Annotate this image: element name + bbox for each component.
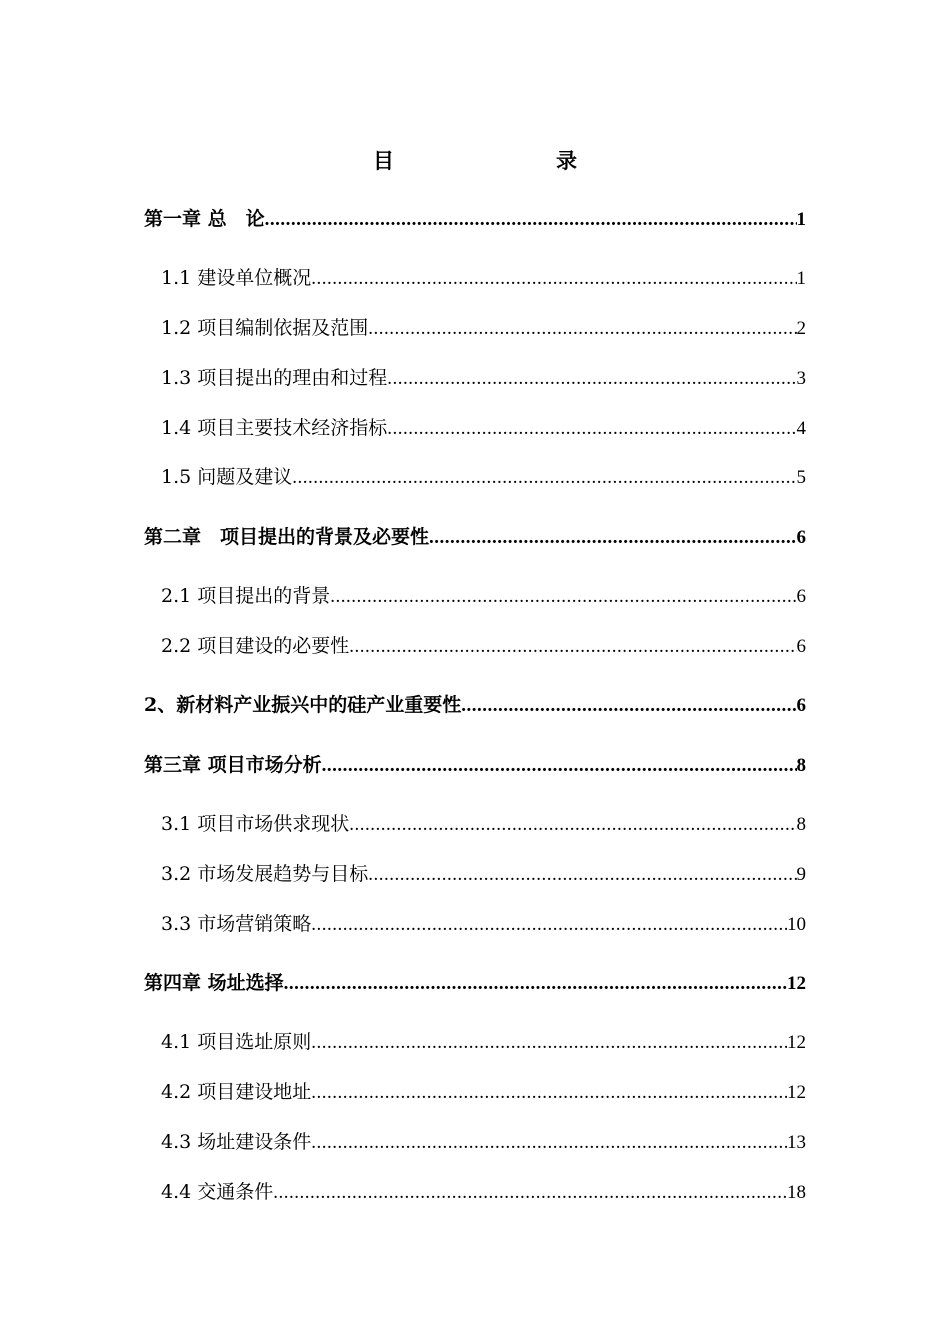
toc-entry-section-3-1[interactable] bbox=[161, 809, 806, 839]
toc-page-number: 6 bbox=[796, 527, 806, 548]
toc-leader-dots bbox=[311, 910, 787, 939]
toc-page-number: 8 bbox=[796, 814, 806, 835]
toc-entry-chapter-2[interactable] bbox=[144, 522, 806, 552]
toc-entry-label: 第三章 项目市场分析 bbox=[144, 754, 322, 776]
toc-leader-dots bbox=[322, 751, 797, 780]
toc-entry-label: 4.2 项目建设地址 bbox=[161, 1081, 312, 1103]
toc-page-number: 8 bbox=[796, 755, 806, 776]
toc-entry-label: 1.2 项目编制依据及范围 bbox=[161, 317, 369, 339]
toc-leader-dots bbox=[349, 810, 796, 839]
toc-entry-section-1-4[interactable] bbox=[161, 413, 806, 443]
toc-page-number: 5 bbox=[796, 467, 806, 488]
toc-entry-section-3-2[interactable] bbox=[161, 859, 806, 889]
toc-leader-dots bbox=[461, 691, 796, 720]
toc-entry-section-2-2[interactable] bbox=[161, 631, 806, 661]
toc-leader-dots bbox=[311, 1028, 787, 1057]
toc-page-number: 3 bbox=[796, 368, 806, 389]
toc-entry-section-3-3[interactable] bbox=[161, 909, 806, 939]
toc-entry-section-1-1[interactable] bbox=[161, 263, 806, 293]
toc-entry-section-2-1[interactable] bbox=[161, 581, 806, 611]
toc-page-number: 9 bbox=[796, 864, 806, 885]
toc-entry-chapter-4[interactable] bbox=[144, 968, 806, 998]
toc-page-number: 2 bbox=[796, 318, 806, 339]
toc-entry-label: 2、新材料产业振兴中的硅产业重要性 bbox=[144, 694, 462, 716]
toc-page-number: 6 bbox=[796, 695, 806, 716]
toc-leader-dots bbox=[284, 969, 787, 998]
toc-entry-label: 3.3 市场营销策略 bbox=[161, 913, 312, 935]
toc-entry-section-1-2[interactable] bbox=[161, 313, 806, 343]
toc-leader-dots bbox=[330, 582, 796, 611]
toc-entry-silicon-industry[interactable] bbox=[144, 690, 806, 720]
toc-entry-chapter-3[interactable] bbox=[144, 750, 806, 780]
toc-page-number: 10 bbox=[787, 914, 806, 935]
toc-entry-label: 3.1 项目市场供求现状 bbox=[161, 813, 350, 835]
toc-entry-label: 第一章 总 论 bbox=[144, 208, 265, 230]
toc-entry-section-1-5[interactable] bbox=[161, 462, 806, 492]
toc-page-number: 6 bbox=[796, 636, 806, 657]
toc-page-number: 13 bbox=[787, 1132, 806, 1153]
toc-leader-dots bbox=[292, 463, 796, 492]
toc-leader-dots bbox=[311, 1078, 787, 1107]
toc-page-number: 4 bbox=[796, 418, 806, 439]
toc-entry-label: 2.1 项目提出的背景 bbox=[161, 585, 331, 607]
toc-page-number: 1 bbox=[796, 268, 806, 289]
toc-entry-label: 第二章 项目提出的背景及必要性 bbox=[144, 526, 430, 548]
toc-entry-section-4-3[interactable] bbox=[161, 1127, 806, 1157]
toc-page-number: 18 bbox=[787, 1182, 806, 1203]
toc-entry-label: 4.4 交通条件 bbox=[161, 1181, 274, 1203]
toc-page-number: 12 bbox=[787, 1032, 806, 1053]
toc-entry-label: 第四章 场址选择 bbox=[144, 972, 284, 994]
toc-leader-dots bbox=[429, 523, 796, 552]
toc-leader-dots bbox=[368, 314, 796, 343]
toc-entry-label: 1.3 项目提出的理由和过程 bbox=[161, 367, 388, 389]
toc-entry-label: 1.1 建设单位概况 bbox=[161, 267, 312, 289]
toc-entry-section-4-4[interactable] bbox=[161, 1177, 806, 1207]
toc-entry-section-4-1[interactable] bbox=[161, 1027, 806, 1057]
toc-entry-label: 4.1 项目选址原则 bbox=[161, 1031, 312, 1053]
toc-page-number: 12 bbox=[787, 1082, 806, 1103]
toc-page-number: 1 bbox=[796, 209, 806, 230]
toc-entry-section-1-3[interactable] bbox=[161, 363, 806, 393]
toc-leader-dots bbox=[368, 860, 796, 889]
toc-entry-section-4-2[interactable] bbox=[161, 1077, 806, 1107]
toc-leader-dots bbox=[273, 1178, 787, 1207]
toc-entry-label: 2.2 项目建设的必要性 bbox=[161, 635, 350, 657]
toc-entry-label: 1.4 项目主要技术经济指标 bbox=[161, 417, 388, 439]
toc-page-number: 12 bbox=[787, 973, 806, 994]
toc-entry-label: 4.3 场址建设条件 bbox=[161, 1131, 312, 1153]
toc-leader-dots bbox=[311, 264, 796, 293]
toc-leader-dots bbox=[349, 632, 796, 661]
toc-leader-dots bbox=[311, 1128, 787, 1157]
toc-entry-label: 3.2 市场发展趋势与目标 bbox=[161, 863, 369, 885]
toc-entry-chapter-1[interactable] bbox=[144, 204, 806, 234]
toc-title: 目 录 bbox=[373, 148, 617, 173]
toc-leader-dots bbox=[265, 205, 797, 234]
toc-page-number: 6 bbox=[796, 586, 806, 607]
toc-entry-label: 1.5 问题及建议 bbox=[161, 466, 293, 488]
toc-leader-dots bbox=[387, 414, 796, 443]
toc-leader-dots bbox=[387, 364, 796, 393]
